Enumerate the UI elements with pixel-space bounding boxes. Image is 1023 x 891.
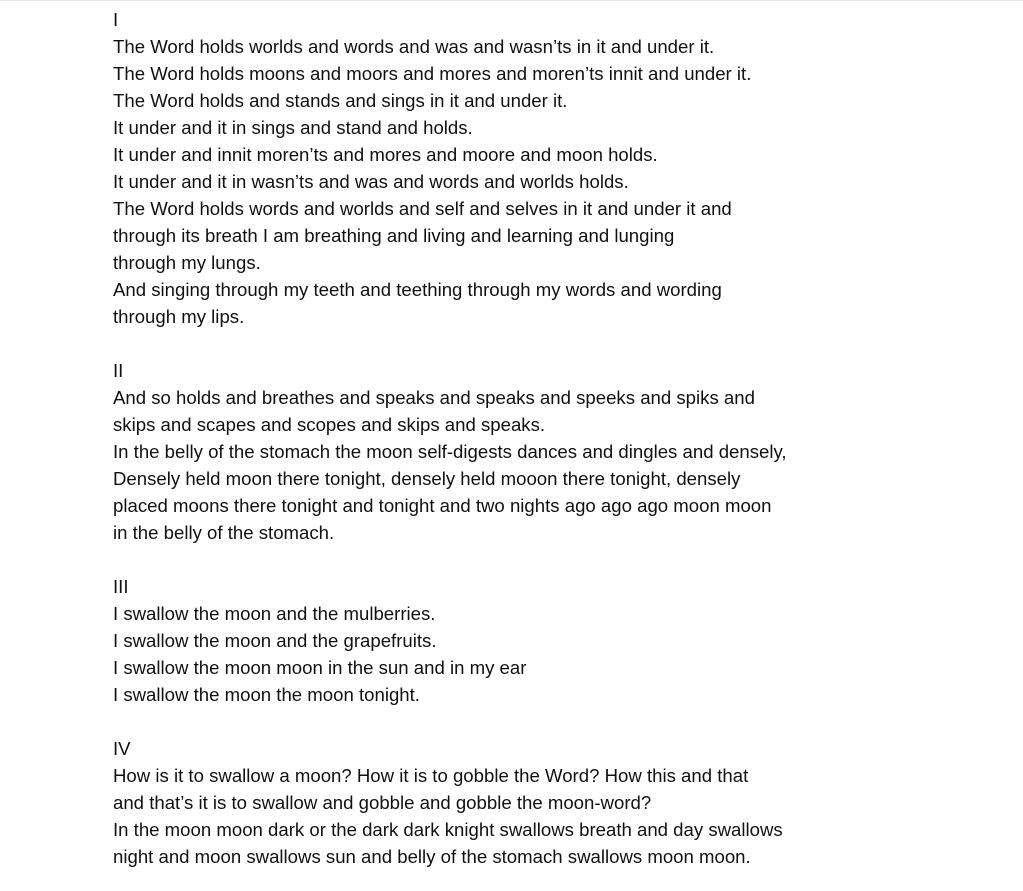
section-heading: III (113, 576, 129, 597)
poem-line: through my lips. (113, 306, 245, 327)
poem-line: Densely held moon there tonight, densely held mooon there tonight, densely (113, 468, 741, 489)
poem-line: In the moon moon dark or the dark dark knight swallows breath and day swallows (113, 819, 783, 840)
poem-line: And so holds and breathes and speaks and speaks and speeks and spiks and (113, 387, 755, 408)
poem-line: and that’s it is to swallow and gobble and gobble the moon-word? (113, 792, 652, 813)
poem-line: The Word holds and stands and sings in it and under it. (113, 90, 568, 111)
poem-line: I swallow the moon the moon tonight. (113, 684, 420, 705)
section-heading: I (113, 9, 119, 30)
poem-line: It under and it in wasn’ts and was and words and worlds holds. (113, 171, 629, 192)
poem-line: skips and scapes and scopes and skips and speaks. (113, 414, 546, 435)
poem-line: I swallow the moon and the mulberries. (113, 603, 436, 624)
poem-line: I swallow the moon moon in the sun and in my ear (113, 657, 527, 678)
section-ii (113, 357, 993, 546)
poem-line: through its breath I am breathing and living and learning and lunging (113, 225, 675, 246)
poem-line: placed moons there tonight and tonight and two nights ago ago ago moon moon (113, 495, 772, 516)
section-heading: II (113, 360, 124, 381)
poem-line: It under and it in sings and stand and holds. (113, 117, 473, 138)
section-iii (113, 573, 993, 708)
poem-line: And singing through my teeth and teething through my words and wording (113, 279, 722, 300)
poem-line: night and moon swallows sun and belly of the stomach swallows moon moon. (113, 846, 751, 867)
section-i (113, 6, 993, 330)
poem-line: The Word holds moons and moors and mores and moren’ts innit and under it. (113, 63, 752, 84)
poem-line: In the belly of the stomach the moon self-digests dances and dingles and densely, (113, 441, 787, 462)
section-heading: IV (113, 738, 131, 759)
poem-line: The Word holds words and worlds and self and selves in it and under it and (113, 198, 732, 219)
section-iv (113, 735, 993, 870)
poem-line: The Word holds worlds and words and was and wasn’ts in it and under it. (113, 36, 715, 57)
poem-line: in the belly of the stomach. (113, 522, 335, 543)
poem-body (113, 6, 993, 870)
poem-line: How is it to swallow a moon? How it is to gobble the Word? How this and that (113, 765, 749, 786)
poem-line: through my lungs. (113, 252, 261, 273)
poem-line: It under and innit moren’ts and mores and moore and moon holds. (113, 144, 658, 165)
poem-line: I swallow the moon and the grapefruits. (113, 630, 437, 651)
